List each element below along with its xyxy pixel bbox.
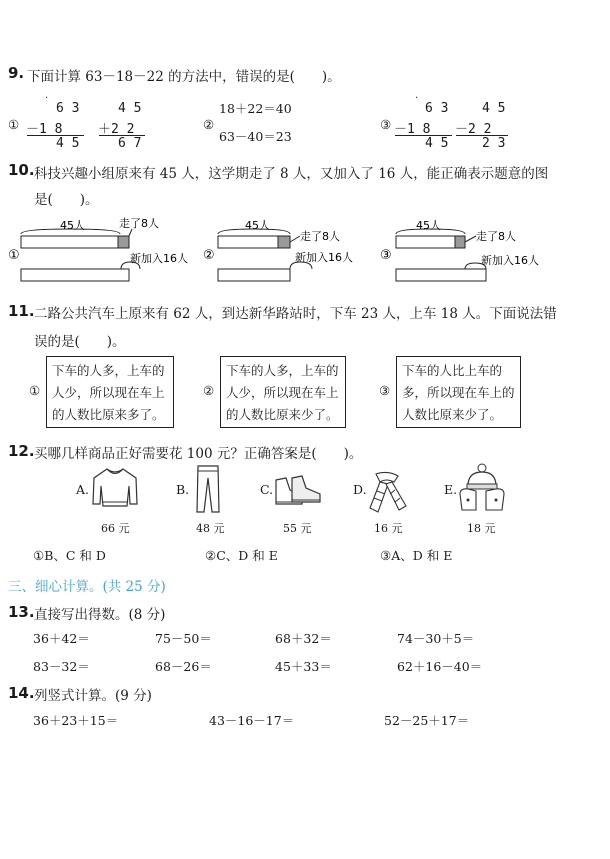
pointer-line [290, 236, 300, 242]
join-label: 新加入16人 [130, 252, 188, 265]
left-label: 走了8人 [300, 230, 340, 243]
vertical-calc-operand: 6 3 [56, 101, 80, 116]
statement-line: 人少，所以现在车上 [52, 385, 165, 400]
item-price: 16 元 [374, 522, 403, 535]
vertical-calc-task: 43－16－17＝ [209, 713, 295, 728]
statement-line: 人少，所以现在车上 [226, 385, 339, 400]
item-price: 66 元 [101, 522, 130, 535]
question-text: 下面计算 63－18－22 的方法中，错误的是( )。 [27, 69, 341, 85]
question-number: 11. [8, 302, 35, 320]
option-mark: ③ [380, 248, 392, 263]
question-text: 买哪几样商品正好需要花 100 元？正确答案是( )。 [34, 446, 363, 462]
statement-line: 下车的人多，上车的 [226, 363, 339, 378]
answer-option: ①B、C 和 D [33, 548, 106, 563]
statement-line: 多，所以现在车上的 [402, 385, 515, 400]
statement-line: 的人数比原来多了。 [52, 407, 165, 422]
arithmetic-item: 68－26＝ [155, 659, 212, 674]
diagram-option-1 [8, 216, 188, 281]
option-mark: ① [8, 117, 20, 132]
option-mark: ③ [380, 117, 392, 132]
statement-box [396, 356, 521, 428]
vertical-calc-task: 36＋23＋15＝ [33, 713, 119, 728]
scarf-icon [364, 470, 410, 514]
option-mark: ③ [379, 383, 391, 398]
question-number: 12. [8, 442, 35, 460]
question-text: 误的是( )。 [34, 334, 126, 350]
total-label: 45人 [416, 219, 441, 232]
left-segment [278, 236, 290, 248]
item-price: 55 元 [283, 522, 312, 535]
question-number: 9. [8, 64, 25, 82]
section-heading: 三、细心计算。(共 25 分) [8, 579, 166, 595]
statement-line: 的人数比原来少了。 [226, 407, 339, 422]
vertical-calc-operand: －1 8 [394, 122, 431, 137]
question-number: 14. [8, 684, 35, 702]
total-label: 45人 [245, 219, 270, 232]
option-mark: ① [29, 383, 41, 398]
vertical-calc-operand: －1 8 [26, 122, 63, 137]
line-segment-diagrams [0, 212, 610, 292]
original-bar [21, 236, 129, 248]
arithmetic-item: 36＋42＝ [33, 631, 90, 646]
borrow-dot: · [45, 93, 49, 104]
vertical-calc-result: 4 5 [56, 136, 80, 151]
new-bar [396, 269, 486, 281]
statement-line: 下车的人多，上车的 [52, 363, 165, 378]
vertical-calc-operand: 4 5 [482, 101, 506, 116]
equation-line: 18＋22＝40 [219, 101, 292, 116]
arithmetic-item: 74－30＋5＝ [397, 631, 475, 646]
question-text: 列竖式计算。(9 分) [34, 688, 152, 704]
hat-gloves-icon [456, 462, 508, 514]
statement-line: 人数比原来少了。 [402, 407, 503, 422]
vertical-calc-result: 6 7 [118, 136, 142, 151]
item-price: 48 元 [196, 522, 225, 535]
left-label: 走了8人 [119, 217, 159, 230]
equation-line: 63－40＝23 [219, 129, 292, 144]
answer-option: ②C、D 和 E [205, 548, 278, 563]
option-mark: ② [203, 383, 215, 398]
statement-box [220, 356, 346, 428]
vertical-calc-result: 2 3 [482, 136, 506, 151]
statement-box [46, 356, 174, 428]
arithmetic-item: 83－32＝ [33, 659, 90, 674]
item-letter: E. [444, 482, 458, 497]
option-mark: ② [203, 117, 215, 132]
item-letter: B. [176, 482, 190, 497]
new-bar [218, 269, 290, 281]
vertical-calc-operand: ＋2 2 [98, 122, 135, 137]
option-mark: ② [203, 248, 215, 263]
left-label: 走了8人 [476, 230, 516, 243]
answer-option: ③A、D 和 E [380, 548, 453, 563]
vertical-calc-task: 52－25＋17＝ [384, 713, 470, 728]
trousers-icon [193, 464, 223, 514]
sweater-icon [90, 466, 140, 510]
join-label: 新加入16人 [481, 254, 539, 267]
question-text: 科技兴趣小组原来有 45 人，这学期走了 8 人，又加入了 16 人，能正确表示题意的图 [34, 166, 549, 182]
vertical-calc-operand: －2 2 [455, 122, 492, 137]
new-bar [21, 269, 129, 281]
vertical-calc-operand: 6 3 [425, 101, 449, 116]
borrow-dot: · [415, 93, 419, 104]
item-letter: A. [76, 482, 90, 497]
join-label: 新加入16人 [295, 251, 353, 264]
left-segment [455, 236, 465, 248]
arithmetic-item: 75－50＝ [155, 631, 212, 646]
question-text: 是( )。 [34, 192, 99, 208]
question-number: 10. [8, 161, 35, 179]
vertical-calc-result: 4 5 [425, 136, 449, 151]
arithmetic-item: 62＋16－40＝ [397, 659, 483, 674]
pointer-line [129, 229, 132, 236]
arithmetic-item: 68＋32＝ [275, 631, 332, 646]
question-number: 13. [8, 603, 35, 621]
item-letter: D. [353, 482, 367, 497]
option-mark: ① [8, 248, 20, 263]
question-text: 直接写出得数。(8 分) [34, 607, 166, 623]
arithmetic-item: 45＋33＝ [275, 659, 332, 674]
diagram-option-2 [203, 219, 353, 281]
item-price: 18 元 [467, 522, 496, 535]
total-label: 45人 [60, 219, 85, 232]
vertical-calc-operand: 4 5 [118, 101, 142, 116]
diagram-option-3 [380, 219, 539, 281]
shoes-icon [272, 474, 324, 508]
statement-line: 下车的人比上车的 [402, 363, 503, 378]
left-segment [118, 236, 129, 248]
question-text: 二路公共汽车上原来有 62 人，到达新华路站时，下车 23 人，上车 18 人。下面说法错 [34, 306, 557, 322]
item-letter: C. [260, 482, 274, 497]
pointer-line [465, 236, 476, 242]
